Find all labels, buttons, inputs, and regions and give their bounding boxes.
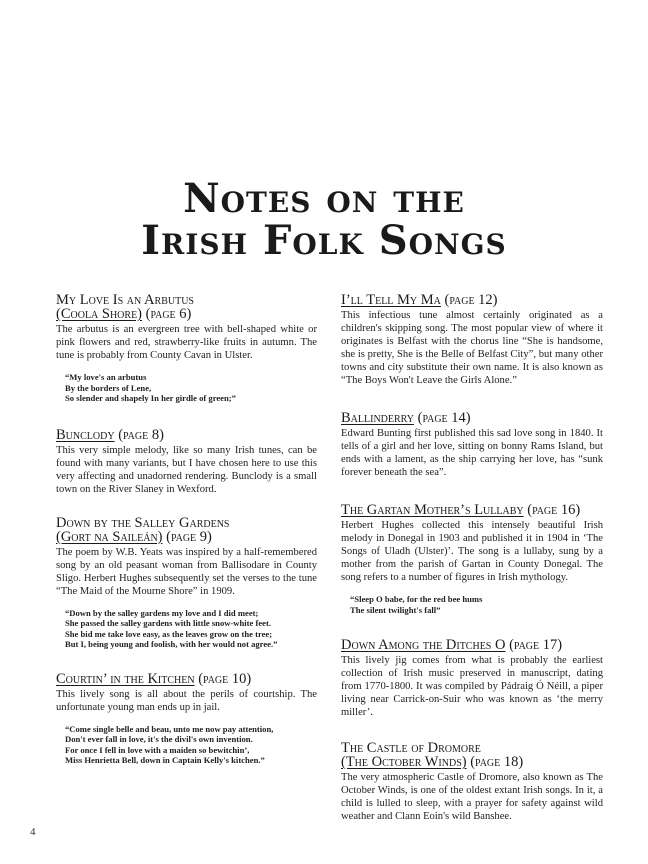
quote-line: “My love's an arbutus bbox=[65, 372, 147, 382]
section-title: Ballinderry bbox=[341, 410, 415, 426]
section-title: The Castle of Dromore bbox=[341, 740, 481, 756]
section-heading bbox=[56, 428, 317, 442]
quote-line: “Sleep O babe, for the red bee hums bbox=[350, 594, 483, 604]
section-down-among-the-ditches bbox=[341, 638, 603, 719]
quote-line: Miss Henrietta Bell, down in Captain Kelly's kitchen.” bbox=[65, 755, 265, 765]
quote-line: For once I fell in love with a maiden so bewitchin’, bbox=[65, 744, 250, 755]
section-title: Down Among the Ditches O bbox=[341, 637, 506, 653]
quote-line: She passed the salley gardens with little snow-white feet. bbox=[65, 618, 272, 628]
section-body: This very simple melody, like so many Irish tunes, can be found with many variants, but I have chosen here to use this very affecting and unadorned rendering. Bunclody is a small town on the River Slaney in Wexford. bbox=[56, 444, 317, 495]
section-body: The poem by W.B. Yeats was inspired by a half-remembered song by an old peasant woman from Ballisodare in County Sligo. Herbert Hughes subsequently set the verses to the tune “The Maid of the Mourne Shore” in 1909. bbox=[56, 546, 317, 597]
section-page-ref: (page 6) bbox=[145, 306, 192, 322]
section-title: Down by the Salley Gardens bbox=[56, 514, 230, 531]
section-page-ref: (page 10) bbox=[198, 670, 252, 687]
page-number: 4 bbox=[30, 826, 36, 838]
section-title: Bunclody bbox=[56, 426, 115, 443]
quote-line: “Come single belle and beau, unto me now pay attention, bbox=[65, 723, 274, 734]
section-title: My Love Is an Arbutus bbox=[56, 292, 194, 308]
section-body: Edward Bunting first published this sad love song in 1840. It tells of a girl and her love, sitting on bonny Rams Island, but ends with a lament, as the ship carrying her love, has “sunk forever beneath the sea”. bbox=[341, 428, 603, 478]
section-page-ref: (page 14) bbox=[417, 410, 471, 426]
section-ballinderry bbox=[341, 411, 603, 479]
section-page-ref: (page 16) bbox=[527, 502, 581, 518]
section-quote bbox=[65, 724, 317, 766]
section-body: Herbert Hughes collected this intensely beautiful Irish melody in Donegal in 1903 and published it in 1904 in ‘The Songs of Uladh (Ulster)’. The song is a lullaby, sung by a mother from the parish of Gartan in County Donegal. The song refers to a number of figures in Irish mythology. bbox=[341, 520, 603, 583]
right-column bbox=[341, 293, 603, 823]
section-heading bbox=[56, 516, 317, 544]
section-page-ref: (page 8) bbox=[118, 426, 164, 443]
section-body: The very atmospheric Castle of Dromore, also known as The October Winds, is one of the oldest extant Irish songs. In it, a child is lulled to sleep, with a prayer for safety against wild weather and Clann Eoin's wild Banshee. bbox=[341, 772, 603, 822]
quote-line: But I, being young and foolish, with her would not agree.” bbox=[65, 639, 278, 649]
section-body: This lively song is all about the perils of courtship. The unfortunate young man ends up in jail. bbox=[56, 688, 317, 713]
section-page-ref: (page 9) bbox=[166, 528, 212, 545]
section-subtitle: (Coola Shore) bbox=[56, 306, 143, 322]
section-heading bbox=[56, 672, 317, 686]
quote-line: So slender and shapely In her girdle of green;” bbox=[65, 393, 236, 403]
section-body: The arbutus is an evergreen tree with bell-shaped white or pink flowers and red, strawberry-like fruits in autumn. The tune is probably from County Cavan in Ulster. bbox=[56, 324, 317, 361]
section-title: The Gartan Mother’s Lullaby bbox=[341, 502, 524, 518]
section-heading bbox=[56, 293, 317, 321]
section-courtin-in-the-kitchen bbox=[56, 672, 317, 766]
left-column bbox=[56, 293, 317, 766]
section-heading bbox=[341, 293, 603, 307]
quote-line: By the borders of Lene, bbox=[65, 382, 152, 393]
quote-line: She bid me take love easy, as the leaves grow on the tree; bbox=[65, 628, 273, 639]
section-heading bbox=[341, 411, 603, 425]
section-subtitle: (The October Winds) bbox=[341, 754, 467, 770]
section-page-ref: (page 18) bbox=[470, 754, 524, 770]
section-title: I’ll Tell My Ma bbox=[341, 292, 441, 308]
section-quote bbox=[350, 594, 603, 615]
section-quote bbox=[65, 608, 317, 650]
section-my-love-is-an-arbutus bbox=[56, 293, 317, 404]
section-page-ref: (page 12) bbox=[444, 292, 498, 308]
section-quote bbox=[65, 372, 317, 404]
section-subtitle: (Gort na Saileán) bbox=[56, 528, 163, 545]
section-heading bbox=[341, 741, 603, 769]
section-body: This lively jig comes from what is probably the earliest collection of Irish music preserved in manuscript, dating from 1770-1800. It was compiled by Pádraig Ó Néill, a piper living near Carrick-on-Suir who was known as ‘the merry miller’. bbox=[341, 655, 603, 718]
section-page-ref: (page 17) bbox=[509, 637, 563, 653]
page-title-line-1: Notes on the bbox=[183, 175, 465, 222]
section-castle-of-dromore bbox=[341, 741, 603, 823]
page-title-line-2: Irish Folk Songs bbox=[141, 217, 507, 264]
section-body: This infectious tune almost certainly originated as a children's skipping song. The most popular view of where it originates is Belfast with the chorus line “She is handsome, she is pretty, She is the Belle of Belfast City”, but many other towns and city substitute their own name. It is also known as “The Boys Won't Leave the Girls Alone.” bbox=[341, 310, 603, 386]
section-title: Courtin’ in the Kitchen bbox=[56, 670, 195, 687]
section-bunclody bbox=[56, 428, 317, 496]
section-heading bbox=[341, 638, 603, 652]
section-ill-tell-my-ma bbox=[341, 293, 603, 387]
quote-line: The silent twilight's fall” bbox=[350, 604, 441, 615]
section-heading bbox=[341, 503, 603, 517]
quote-line: “Down by the salley gardens my love and I did meet; bbox=[65, 607, 259, 618]
quote-line: Don't ever fall in love, it's the divil's own invention. bbox=[65, 734, 253, 744]
section-down-by-the-salley-gardens bbox=[56, 516, 317, 650]
section-gartan-mothers-lullaby bbox=[341, 503, 603, 615]
